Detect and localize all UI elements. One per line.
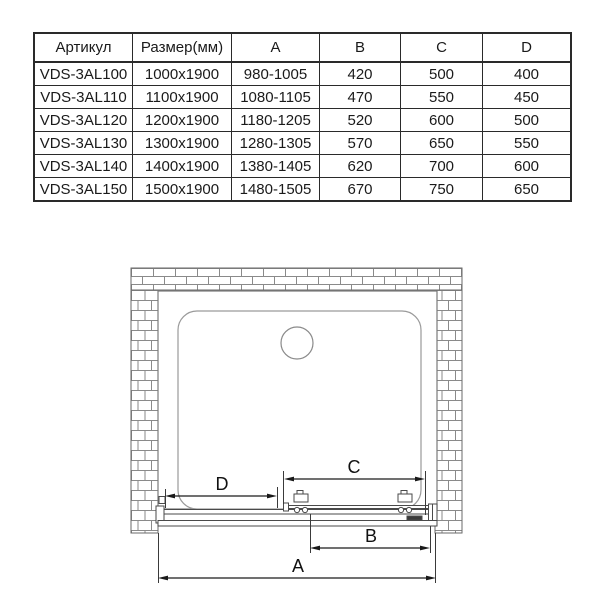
table-cell: VDS-3AL110	[34, 86, 133, 109]
table-cell: 620	[320, 155, 401, 178]
table-cell: 700	[401, 155, 483, 178]
dim-label-a: A	[291, 556, 305, 576]
table-cell: 470	[320, 86, 401, 109]
table-cell: 570	[320, 132, 401, 155]
table-cell: VDS-3AL100	[34, 62, 133, 86]
column-header: A	[232, 33, 320, 62]
table-cell: 600	[401, 109, 483, 132]
table-cell: 1300x1900	[133, 132, 232, 155]
column-header: Размер(мм)	[133, 33, 232, 62]
table-cell: 1480-1505	[232, 178, 320, 202]
table-cell: 980-1005	[232, 62, 320, 86]
table-cell: 1500x1900	[133, 178, 232, 202]
dim-label-c: C	[347, 457, 361, 477]
dim-label-d: D	[215, 474, 229, 494]
table-cell: VDS-3AL130	[34, 132, 133, 155]
bottom-sill	[158, 521, 437, 527]
table-cell: 450	[483, 86, 572, 109]
arrow-left-icon	[310, 546, 320, 551]
table-cell: 1100x1900	[133, 86, 232, 109]
table-cell: VDS-3AL120	[34, 109, 133, 132]
table-cell: 420	[320, 62, 401, 86]
table-cell: 650	[401, 132, 483, 155]
column-header: C	[401, 33, 483, 62]
brick-wall-top	[131, 268, 462, 290]
table-cell: 1180-1205	[232, 109, 320, 132]
table-cell: 500	[483, 109, 572, 132]
arrow-left-icon	[158, 576, 168, 581]
table-cell: 1080-1105	[232, 86, 320, 109]
table-cell: 650	[483, 178, 572, 202]
table-cell: 1380-1405	[232, 155, 320, 178]
table-cell: 750	[401, 178, 483, 202]
dimension-a	[158, 556, 436, 580]
door-handle	[407, 516, 422, 520]
column-header: D	[483, 33, 572, 62]
dim-label-b: B	[364, 526, 378, 546]
brick-wall-right	[435, 290, 462, 533]
table-cell: 1280-1305	[232, 132, 320, 155]
sliding-panel-end-cap	[284, 503, 289, 511]
drain-circle	[281, 327, 313, 359]
table-cell: VDS-3AL150	[34, 178, 133, 202]
table-cell: 400	[483, 62, 572, 86]
column-header: Артикул	[34, 33, 133, 62]
table-cell: 1200x1900	[133, 109, 232, 132]
arrow-right-icon	[426, 576, 436, 581]
dimension-b	[310, 526, 430, 550]
table-cell: 670	[320, 178, 401, 202]
table-cell: 500	[401, 62, 483, 86]
table-cell: 1000x1900	[133, 62, 232, 86]
brick-wall-left	[131, 290, 158, 533]
table-cell: VDS-3AL140	[34, 155, 133, 178]
table-cell: 520	[320, 109, 401, 132]
arrow-right-icon	[420, 546, 430, 551]
column-header: B	[320, 33, 401, 62]
table-cell: 550	[483, 132, 572, 155]
table-cell: 550	[401, 86, 483, 109]
table-cell: 600	[483, 155, 572, 178]
table-cell: 1400x1900	[133, 155, 232, 178]
